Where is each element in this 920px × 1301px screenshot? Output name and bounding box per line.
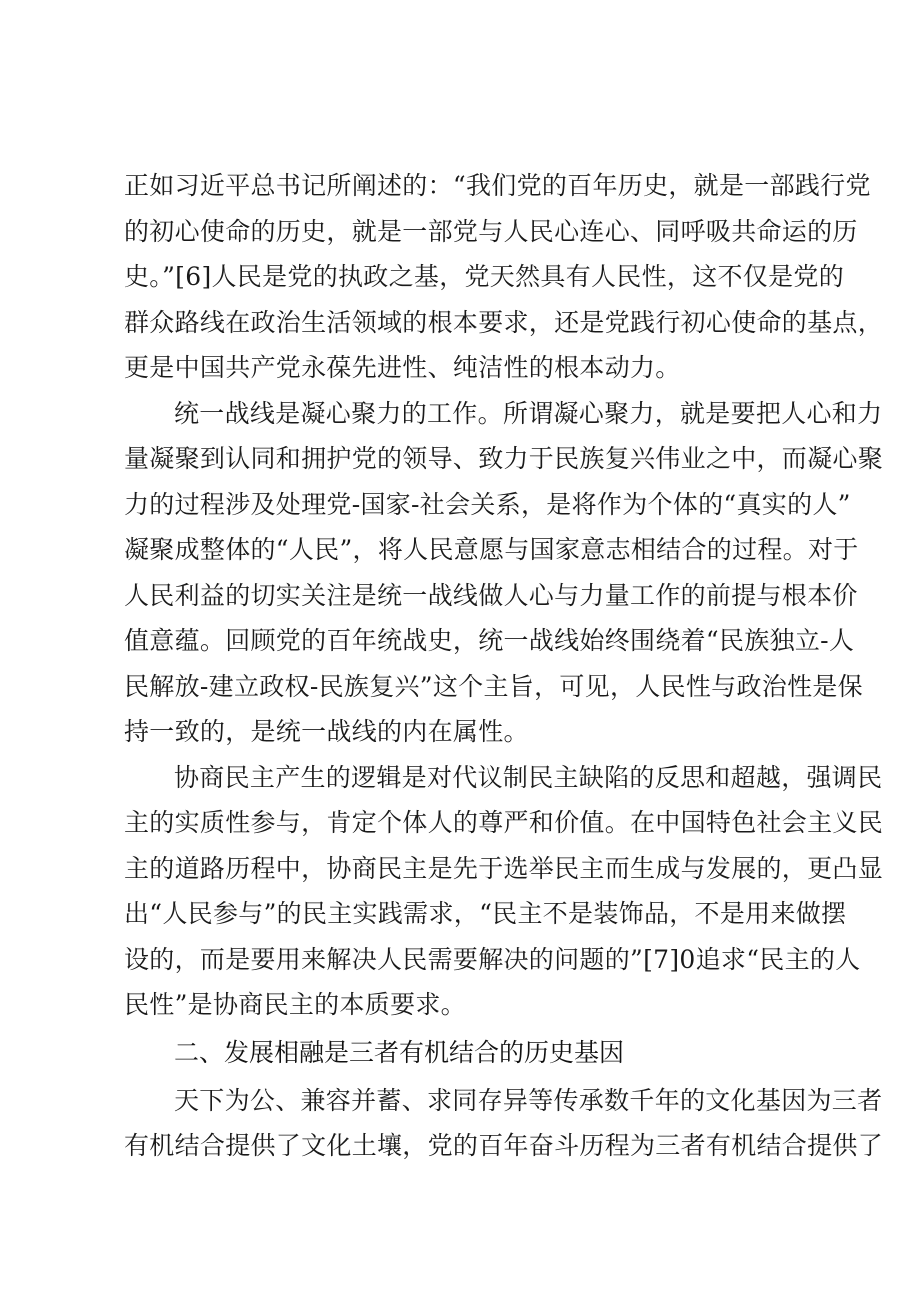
paragraph-2-line-8: 持一致的，是统一战线的内在属性。 (124, 717, 529, 746)
paragraph-1-line-5: 更是中国共产党永葆先进性、纯洁性的根本动力。 (124, 353, 681, 382)
paragraph-2 (124, 391, 884, 755)
paragraph-1-line-4: 群众路线在政治生活领域的根本要求，还是党践行初心使命的基点， (124, 307, 884, 337)
section-heading: 二、发展相融是三者有机结合的历史基因 (174, 1037, 625, 1067)
paragraph-4-line-1: 天下为公、兼容并蓄、求同存异等传承数千年的文化基因为三者 (174, 1085, 883, 1115)
document-body (124, 163, 884, 1169)
paragraph-3-line-1: 协商民主产生的逻辑是对代议制民主缺陷的反思和超越，强调民 (174, 762, 883, 792)
paragraph-3-line-2: 主的实质性参与，肯定个体人的尊严和价值。在中国特色社会主义民 (124, 808, 884, 837)
paragraph-2-line-1: 统一战线是凝心聚力的工作。所谓凝心聚力，就是要把人心和力 (174, 398, 883, 428)
paragraph-1 (124, 163, 884, 391)
paragraph-4 (124, 1078, 884, 1169)
paragraph-3 (124, 755, 884, 1028)
paragraph-2-line-6: 值意蕴。回顾党的百年统战史，统一战线始终围绕着“民族独立-人 (124, 626, 855, 655)
paragraph-2-line-7: 民解放-建立政权-民族复兴”这个主旨，可见，人民性与政治性是保 (124, 671, 863, 701)
paragraph-2-line-3: 力的过程涉及处理党-国家-社会关系，是将作为个体的“真实的人” (124, 489, 851, 519)
paragraph-2-line-5: 人民利益的切实关注是统一战线做人心与力量工作的前提与根本价 (124, 580, 858, 610)
paragraph-3-line-6: 民性”是协商民主的本质要求。 (124, 990, 466, 1019)
paragraph-2-line-4: 凝聚成整体的“人民”，将人民意愿与国家意志相结合的过程。对于 (124, 535, 859, 564)
paragraph-1-line-1: 正如习近平总书记所阐述的：“我们党的百年历史，就是一部践行党 (124, 171, 871, 200)
paragraph-3-line-5: 设的，而是要用来解决人民需要解决的问题的”[7]0追求“民主的人 (124, 944, 861, 974)
paragraph-1-line-3: 史。”[6]人民是党的执政之基，党天然具有人民性，这不仅是党的 (124, 262, 844, 291)
paragraph-3-line-4: 出“人民参与”的民主实践需求，“民主不是装饰品，不是用来做摆 (124, 899, 847, 928)
paragraph-4-line-2: 有机结合提供了文化土壤，党的百年奋斗历程为三者有机结合提供了 (124, 1131, 884, 1160)
paragraph-1-line-2: 的初心使命的历史，就是一部党与人民心连心、同呼吸共命运的历 (124, 216, 858, 246)
paragraph-2-line-2: 量凝聚到认同和拥护党的领导、致力于民族复兴伟业之中，而凝心聚 (124, 444, 884, 473)
paragraph-3-line-3: 主的道路历程中，协商民主是先于选举民主而生成与发展的，更凸显 (124, 853, 884, 883)
